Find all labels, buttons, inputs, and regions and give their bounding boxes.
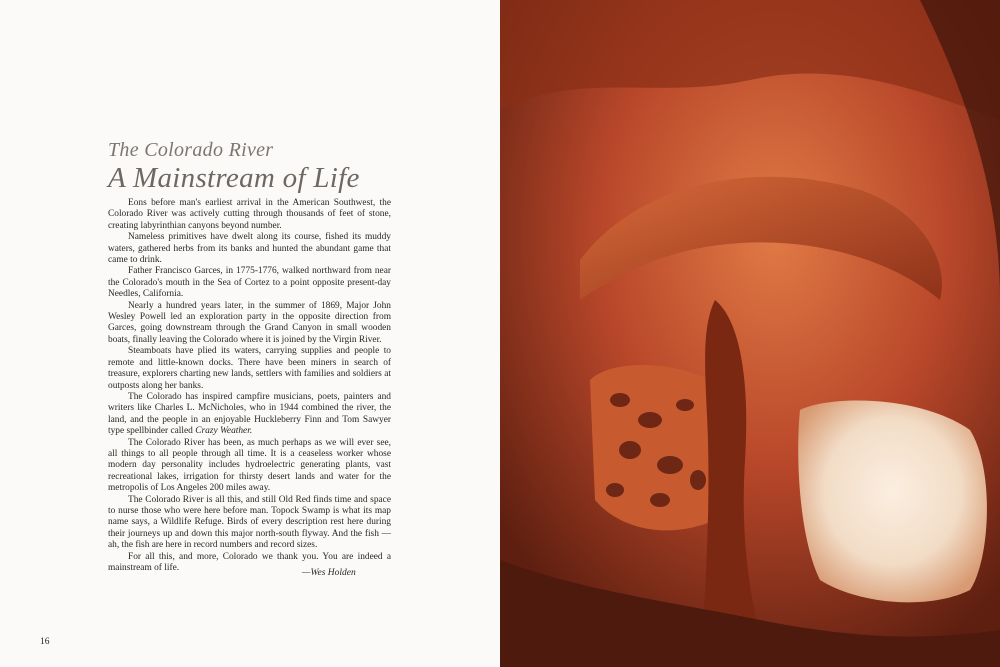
article-body bbox=[108, 198, 391, 574]
paragraph-text: The Colorado has inspired campfire musicians, poets, painters and writers like Charles L. McNicholes, who in 1944 combined the river, the land, and the people in an enjoyable Huckleberry Finn and Tom Sawyer type spellbinder called bbox=[108, 391, 391, 437]
paragraph: The Colorado River has been, as much perhaps as we will ever see, all things to all people through all time. It is a ceaseless worker whose modern day personality includes hydroelectric generating plants, vast recreational lakes, irrigation for thirsty desert lands and water for the metropolis of Los Angeles 200 miles away. bbox=[108, 437, 391, 494]
paragraph: Father Francisco Garces, in 1775-1776, walked northward from near the Colorado's mouth in the Sea of Cortez to a point opposite present-day Needles, California. bbox=[108, 266, 391, 300]
paragraph: Steamboats have plied its waters, carrying supplies and people to remote and little-known docks. There have been miners in search of treasure, explorers charting new lands, settlers with families and soldiers at outposts along her banks. bbox=[108, 346, 391, 391]
paragraph: The Colorado River is all this, and still Old Red finds time and space to nurse those who were here before man. Topock Swamp is what its map name says, a Wildlife Refuge. Birds of every description rest here during their journeys up and down this major north-south flyway. And the fish — ah, the fish are here in record numbers and record sizes. bbox=[108, 494, 391, 551]
paragraph: Nearly a hundred years later, in the summer of 1869, Major John Wesley Powell led an exploration party in the opposite direction from Garces, going downstream through the Grand Canyon in small wooden boats, finally leaving the Colorado where it is joined by the Virgin River. bbox=[108, 300, 391, 345]
paragraph bbox=[108, 392, 391, 438]
cave-illustration bbox=[500, 0, 1000, 667]
sandstone-cave-photo bbox=[500, 0, 1000, 667]
page-number: 16 bbox=[40, 637, 50, 647]
author-signature: —Wes Holden bbox=[302, 568, 356, 578]
cave-opening bbox=[798, 400, 987, 602]
paragraph: Nameless primitives have dwelt along its course, fished its muddy waters, gathered herbs from its banks and hunted the abundant game that came to drink. bbox=[108, 232, 391, 266]
article-title bbox=[108, 138, 398, 194]
paragraph: Eons before man's earliest arrival in the American Southwest, the Colorado River was actively cutting through thousands of feet of stone, creating labyrinthian canyons beyond number. bbox=[108, 198, 391, 231]
title-headline: A Mainstream of Life bbox=[108, 162, 360, 194]
paragraph: For all this, and more, Colorado we thank you. You are indeed a mainstream of life. bbox=[108, 551, 391, 573]
book-title: Crazy Weather. bbox=[195, 426, 253, 437]
honeycomb-wall bbox=[590, 365, 715, 530]
title-kicker: The Colorado River bbox=[108, 139, 274, 161]
